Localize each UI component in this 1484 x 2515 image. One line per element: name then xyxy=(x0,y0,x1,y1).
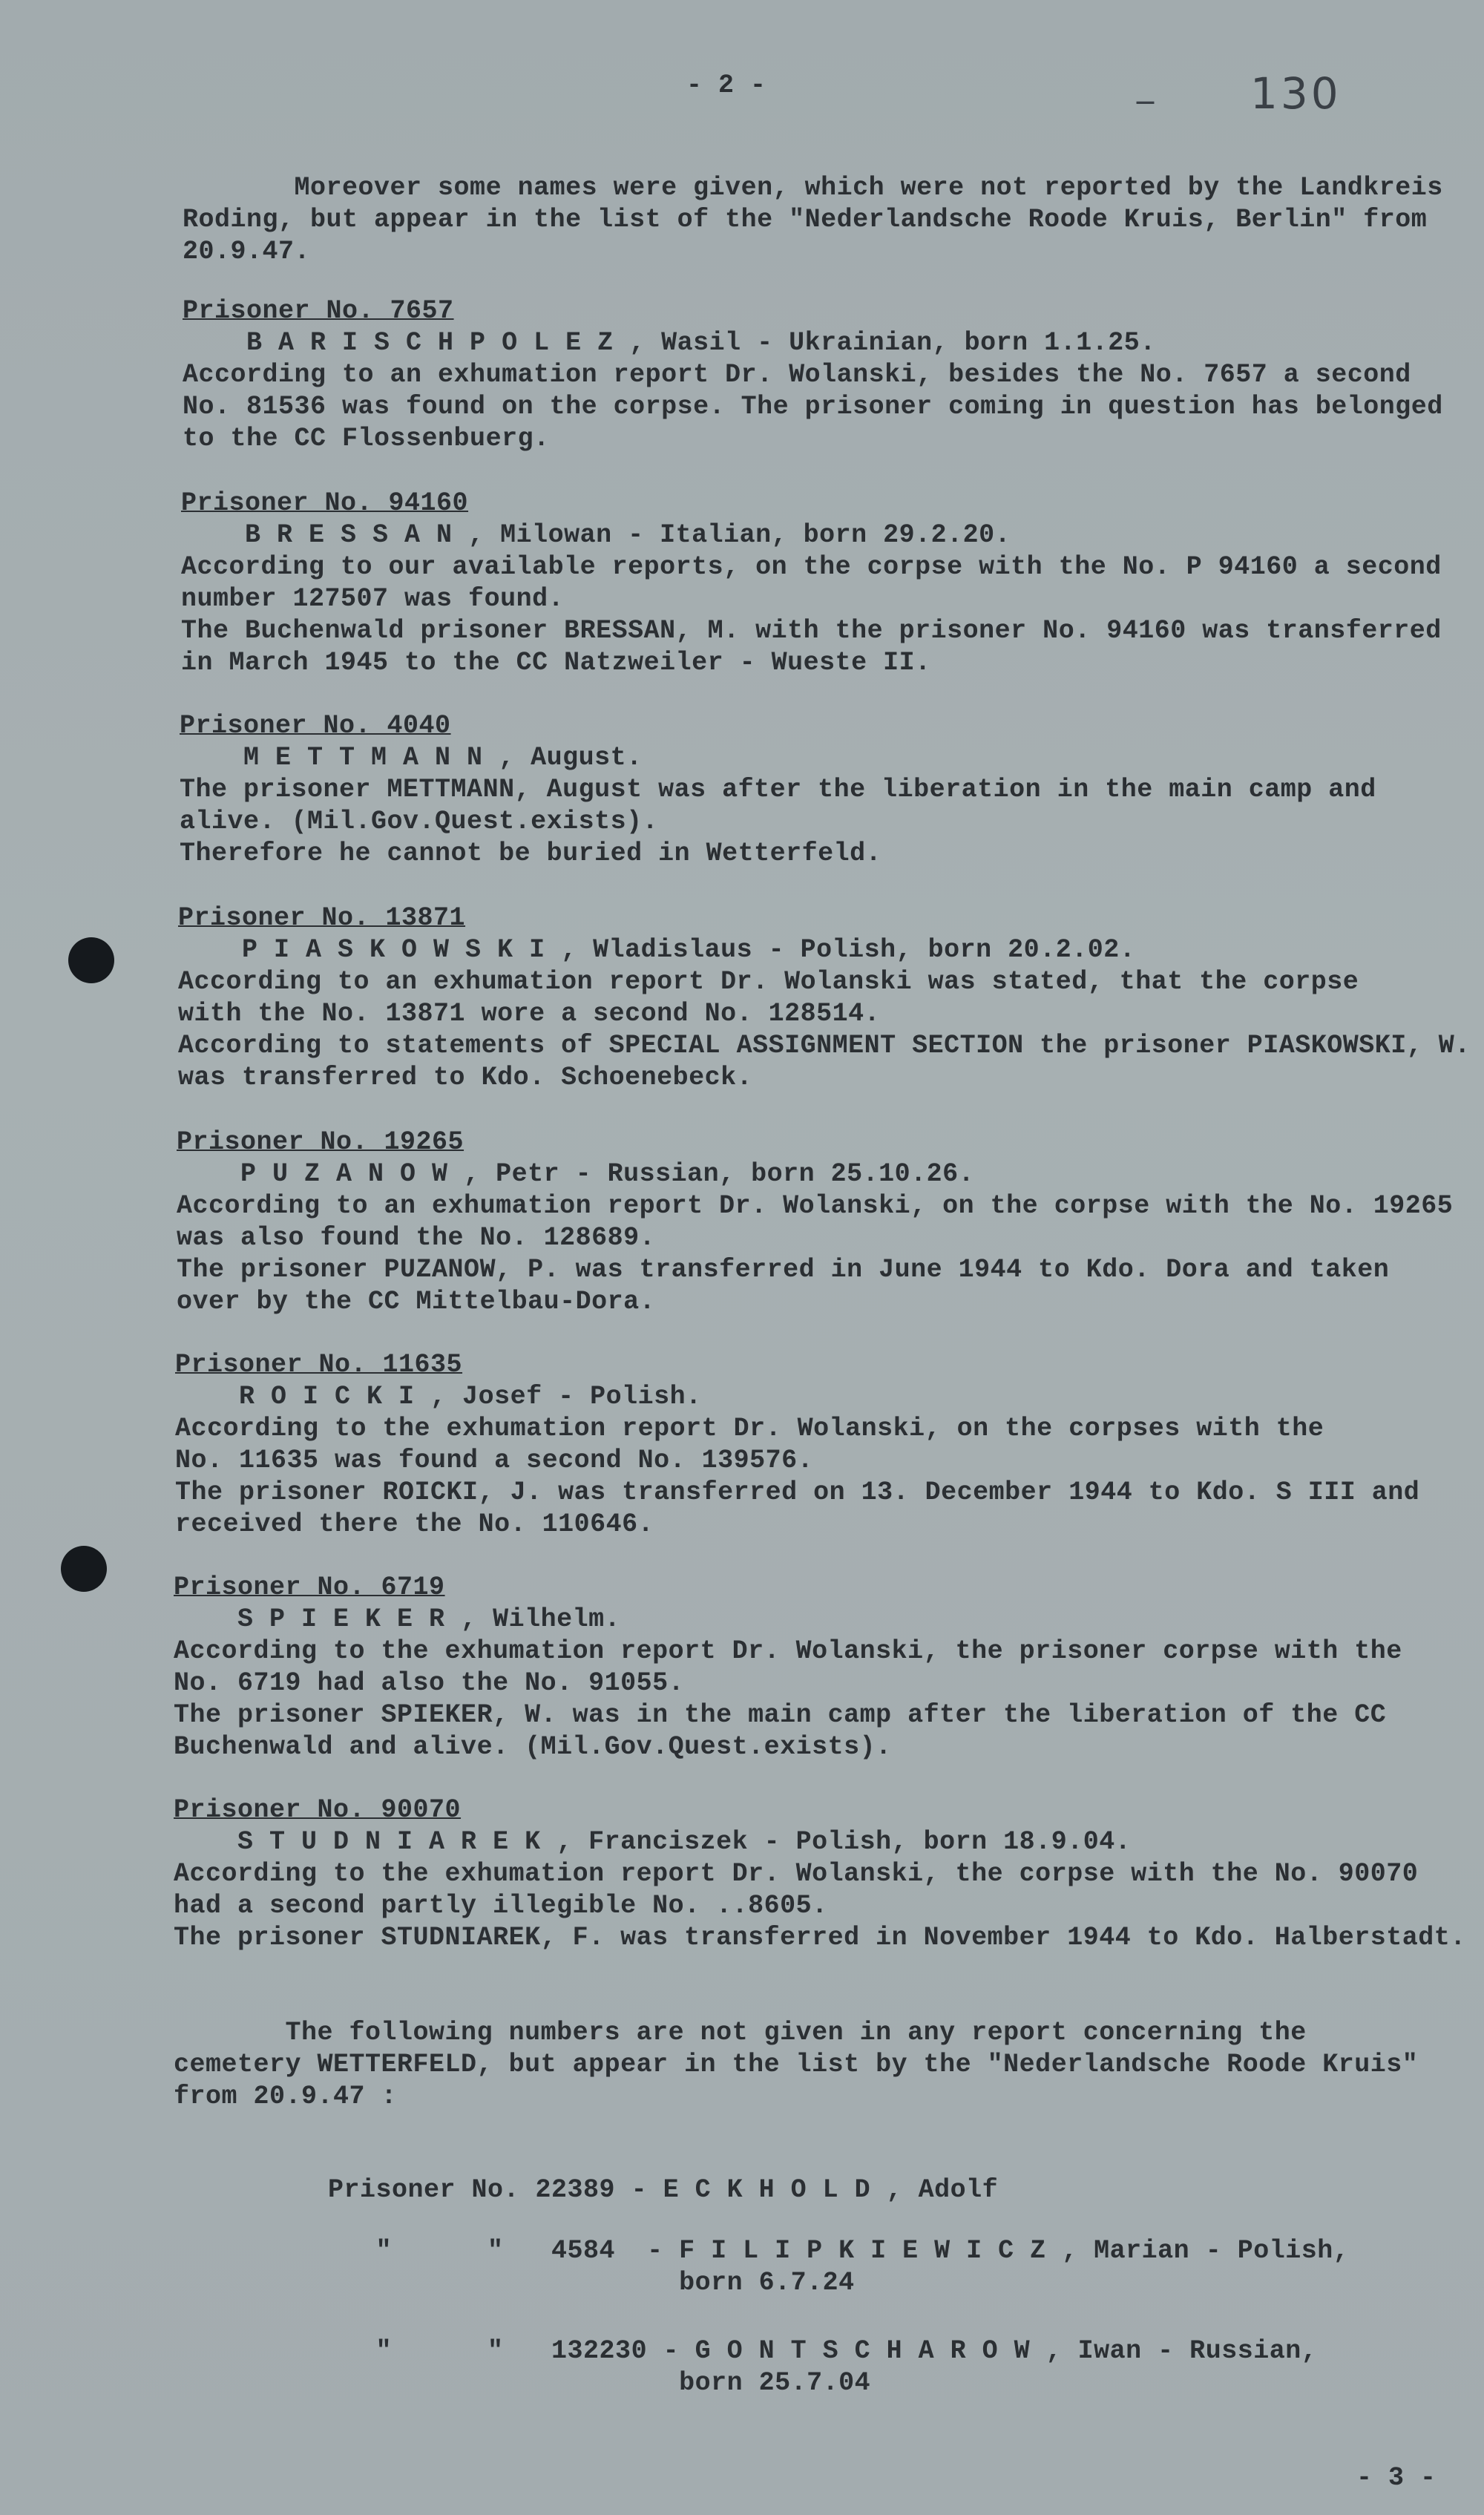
entry-line: According to an exhumation report Dr. Wolanski, besides the No. 7657 a second xyxy=(183,360,1411,390)
entry-line: with the No. 13871 wore a second No. 128514. xyxy=(178,999,881,1029)
entry-line: had a second partly illegible No. ..8605. xyxy=(174,1891,828,1921)
entry-line: received there the No. 110646. xyxy=(175,1509,654,1539)
entry-heading: Prisoner No. 7657 xyxy=(183,296,454,326)
list-item: " " 132230 - G O N T S C H A R O W , Iwan - Russian, xyxy=(328,2336,1318,2366)
closing-line: from 20.9.47 : xyxy=(174,2082,398,2111)
entry-line: According to an exhumation report Dr. Wolanski was stated, that the corpse xyxy=(178,967,1359,997)
entry-line: Buchenwald and alive. (Mil.Gov.Quest.exists). xyxy=(174,1732,892,1762)
list-item: " " 4584 - F I L I P K I E W I C Z , Marian - Polish, xyxy=(328,2236,1350,2266)
entry-line: was also found the No. 128689. xyxy=(177,1223,656,1253)
entry-line: No. 6719 had also the No. 91055. xyxy=(174,1668,685,1698)
stamp-number: 130 xyxy=(1250,68,1342,119)
page-number: - 2 - xyxy=(686,71,766,100)
entry-line: in March 1945 to the CC Natzweiler - Wueste II. xyxy=(181,648,931,678)
entry-name: P I A S K O W S K I , Wladislaus - Polish, born 20.2.02. xyxy=(178,935,1136,965)
entry-name: S P I E K E R , Wilhelm. xyxy=(174,1604,621,1634)
entry-line: According to statements of SPECIAL ASSIGNMENT SECTION the prisoner PIASKOWSKI, W. xyxy=(178,1031,1471,1060)
closing-line: cemetery WETTERFELD, but appear in the list by the "Nederlandsche Roode Kruis" xyxy=(174,2050,1419,2079)
entry-line: The prisoner PUZANOW, P. was transferred in June 1944 to Kdo. Dora and taken xyxy=(177,1255,1390,1285)
entry-line: According to the exhumation report Dr. Wolanski, the prisoner corpse with the xyxy=(174,1636,1402,1666)
entry-name: B A R I S C H P O L E Z , Wasil - Ukrainian, born 1.1.25. xyxy=(183,328,1156,358)
entry-line: The prisoner METTMANN, August was after the liberation in the main camp and xyxy=(180,775,1376,804)
entry-heading: Prisoner No. 11635 xyxy=(175,1350,463,1380)
list-item: born 6.7.24 xyxy=(328,2268,855,2298)
pencil-dash-mark: _ xyxy=(1137,64,1157,104)
intro-line: 20.9.47. xyxy=(183,237,311,266)
entry-line: Therefore he cannot be buried in Wetterfeld. xyxy=(180,839,882,868)
entry-name: S T U D N I A R E K , Franciszek - Polish, born 18.9.04. xyxy=(174,1827,1132,1857)
entry-heading: Prisoner No. 90070 xyxy=(174,1795,462,1825)
list-item: Prisoner No. 22389 - E C K H O L D , Adolf xyxy=(328,2175,999,2205)
entry-name: R O I C K I , Josef - Polish. xyxy=(175,1382,702,1411)
punch-hole-bottom xyxy=(61,1546,107,1592)
entry-heading: Prisoner No. 19265 xyxy=(177,1127,464,1157)
entry-line: The Buchenwald prisoner BRESSAN, M. with the prisoner No. 94160 was transferred xyxy=(181,616,1442,646)
entry-heading: Prisoner No. 13871 xyxy=(178,903,466,933)
entry-line: According to our available reports, on the corpse with the No. P 94160 a second xyxy=(181,552,1442,582)
entry-heading: Prisoner No. 4040 xyxy=(180,711,451,741)
punch-hole-top xyxy=(68,937,114,983)
entry-line: According to the exhumation report Dr. Wolanski, on the corpses with the xyxy=(175,1414,1324,1443)
entry-line: According to an exhumation report Dr. Wolanski, on the corpse with the No. 19265 xyxy=(177,1191,1454,1221)
entry-name: P U Z A N O W , Petr - Russian, born 25.10.26. xyxy=(177,1159,975,1189)
entry-name: M E T T M A N N , August. xyxy=(180,743,643,773)
entry-line: No. 81536 was found on the corpse. The prisoner coming in question has belonged xyxy=(183,392,1443,422)
entry-line: alive. (Mil.Gov.Quest.exists). xyxy=(180,807,659,836)
intro-line: Roding, but appear in the list of the "Nederlandsche Roode Kruis, Berlin" from xyxy=(183,205,1428,235)
next-page-marker: - 3 - xyxy=(1356,2463,1437,2493)
entry-line: to the CC Flossenbuerg. xyxy=(183,424,550,453)
entry-line: number 127507 was found. xyxy=(181,584,565,614)
entry-line: The prisoner ROICKI, J. was transferred on 13. December 1944 to Kdo. S III and xyxy=(175,1478,1420,1507)
intro-line: Moreover some names were given, which were not reported by the Landkreis xyxy=(183,173,1443,203)
closing-line: The following numbers are not given in any report concerning the xyxy=(174,2018,1307,2047)
list-item: born 25.7.04 xyxy=(328,2368,871,2398)
entry-line: was transferred to Kdo. Schoenebeck. xyxy=(178,1063,753,1092)
entry-line: No. 11635 was found a second No. 139576. xyxy=(175,1446,814,1475)
entry-name: B R E S S A N , Milowan - Italian, born 29.2.20. xyxy=(181,520,1011,550)
entry-line: over by the CC Mittelbau-Dora. xyxy=(177,1287,656,1316)
entry-line: According to the exhumation report Dr. Wolanski, the corpse with the No. 90070 xyxy=(174,1859,1419,1889)
entry-heading: Prisoner No. 6719 xyxy=(174,1573,445,1602)
entry-line: The prisoner STUDNIAREK, F. was transferred in November 1944 to Kdo. Halberstadt. xyxy=(174,1923,1466,1952)
entry-line: The prisoner SPIEKER, W. was in the main camp after the liberation of the CC xyxy=(174,1700,1387,1730)
entry-heading: Prisoner No. 94160 xyxy=(181,488,469,518)
